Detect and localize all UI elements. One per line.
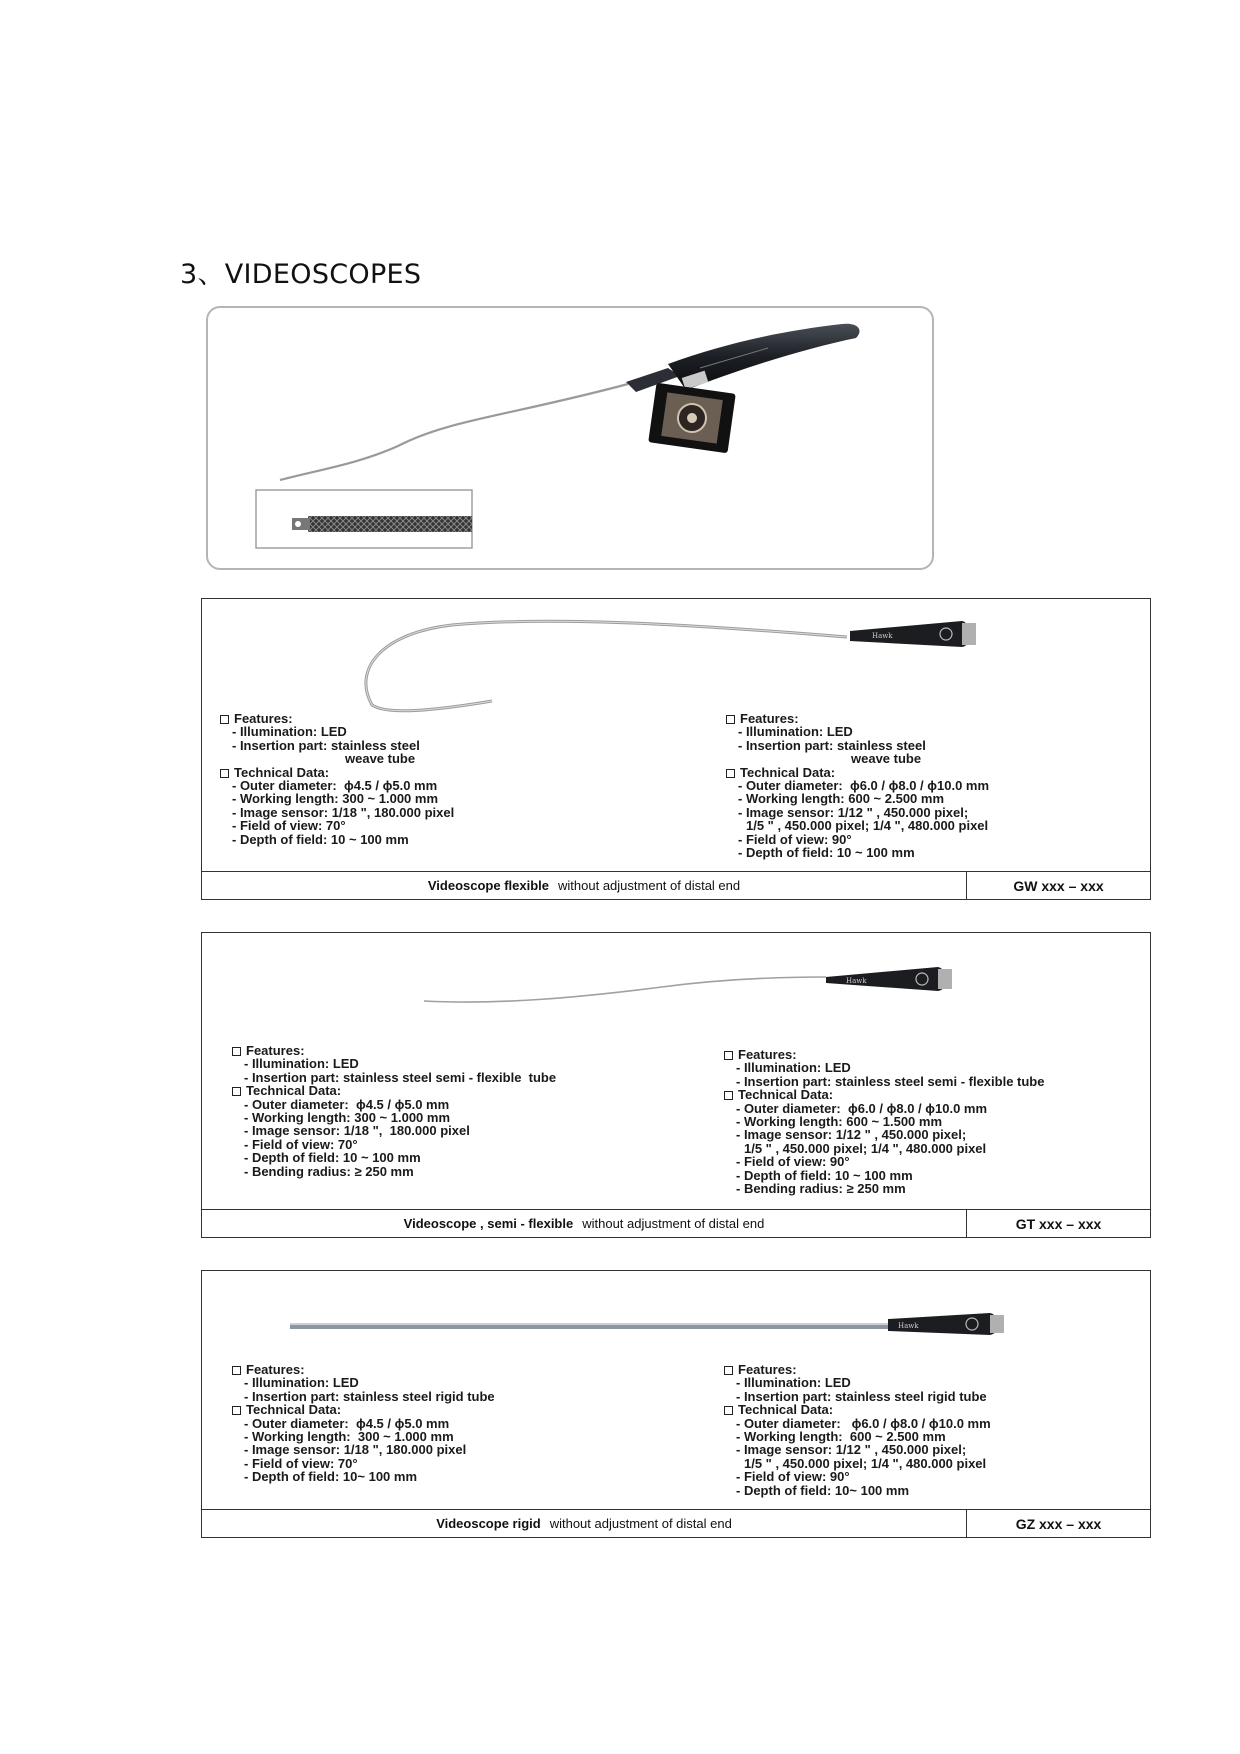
checkbox-square-icon	[726, 769, 735, 778]
spec-line	[220, 806, 454, 819]
spec-text: - Field of view: 90°	[736, 1469, 850, 1485]
spec-line	[726, 752, 989, 765]
spec-text: Features:	[246, 1043, 305, 1058]
spec-line	[232, 1111, 556, 1124]
spec-text: - Image sensor: 1/18 ", 180.000 pixel	[244, 1123, 470, 1139]
spec-line	[724, 1376, 991, 1389]
spec-line	[724, 1102, 1044, 1115]
spec-text: Features:	[246, 1362, 305, 1377]
spec-text: - Image sensor: 1/12 " , 450.000 pixel;	[738, 804, 969, 820]
spec-text: - Outer diameter: ϕ6.0 / ϕ8.0 / ϕ10.0 mm	[736, 1100, 988, 1116]
spec-line	[220, 819, 454, 832]
spec-text: - Image sensor: 1/12 " , 450.000 pixel;	[736, 1442, 967, 1458]
spec-section-heading	[724, 1048, 1044, 1061]
spec-line	[726, 806, 989, 819]
spec-line	[724, 1417, 991, 1430]
spec-column-right	[726, 712, 989, 859]
checkbox-square-icon	[724, 1406, 733, 1415]
spec-line	[724, 1457, 991, 1470]
spec-section-heading	[232, 1403, 495, 1416]
spec-section-heading	[724, 1403, 991, 1416]
spec-line	[726, 819, 989, 832]
spec-text: 1/5 " , 450.000 pixel; 1/4 ", 480.000 pixel	[746, 818, 989, 834]
spec-line	[726, 846, 989, 859]
spec-line	[220, 779, 454, 792]
spec-section-heading	[726, 712, 989, 725]
spec-line	[232, 1057, 556, 1070]
spec-text: - Depth of field: 10 ~ 100 mm	[736, 1167, 913, 1183]
spec-line	[724, 1484, 991, 1497]
spec-section-heading	[232, 1044, 556, 1057]
checkbox-square-icon	[232, 1406, 241, 1415]
spec-line	[726, 833, 989, 846]
spec-line	[724, 1169, 1044, 1182]
spec-line	[724, 1128, 1044, 1141]
product-code: GZ xxx – xxx	[966, 1510, 1150, 1537]
spec-text: - Outer diameter: ϕ6.0 / ϕ8.0 / ϕ10.0 mm	[736, 1415, 991, 1431]
spec-text: - Insertion part: stainless steel	[232, 737, 420, 753]
spec-line	[724, 1470, 991, 1483]
product-caption	[202, 872, 966, 899]
spec-text: Features:	[234, 711, 293, 726]
spec-section-heading	[232, 1363, 495, 1376]
spec-text: Technical Data:	[738, 1087, 834, 1103]
spec-column-right	[724, 1048, 1044, 1195]
spec-line	[726, 792, 989, 805]
spec-text: - Outer diameter: ϕ4.5 / ϕ5.0 mm	[244, 1096, 450, 1112]
spec-text: weave tube	[345, 751, 416, 767]
spec-text: - Depth of field: 10~ 100 mm	[244, 1469, 418, 1485]
spec-text: Technical Data:	[246, 1083, 342, 1099]
spec-line	[724, 1061, 1044, 1074]
spec-line	[724, 1443, 991, 1456]
spec-text: - Bending radius: ≥ 250 mm	[736, 1180, 906, 1196]
checkbox-square-icon	[724, 1091, 733, 1100]
spec-line	[232, 1124, 556, 1137]
spec-column-left	[232, 1044, 556, 1178]
brand-logo: Hawk	[898, 1322, 919, 1330]
spec-text: - Depth of field: 10 ~ 100 mm	[738, 844, 915, 860]
spec-text: Features:	[738, 1362, 797, 1377]
checkbox-square-icon	[232, 1366, 241, 1375]
caption-subtitle: without adjustment of distal end	[582, 1216, 765, 1231]
caption-title: Videoscope rigid	[436, 1516, 541, 1531]
spec-text: - Illumination: LED	[736, 1375, 851, 1391]
spec-line	[220, 739, 454, 752]
spec-line	[726, 739, 989, 752]
checkbox-square-icon	[220, 769, 229, 778]
panel-footer	[202, 871, 1150, 899]
checkbox-square-icon	[232, 1047, 241, 1056]
spec-text: - Outer diameter: ϕ6.0 / ϕ8.0 / ϕ10.0 mm	[738, 777, 990, 793]
spec-text: weave tube	[851, 751, 922, 767]
spec-line	[232, 1457, 495, 1470]
spec-line	[726, 779, 989, 792]
product-code: GT xxx – xxx	[966, 1210, 1150, 1237]
spec-line	[232, 1151, 556, 1164]
checkbox-square-icon	[220, 715, 229, 724]
checkbox-square-icon	[724, 1366, 733, 1375]
spec-line	[232, 1417, 495, 1430]
spec-text: - Working length: 600 ~ 2.500 mm	[736, 1428, 946, 1444]
product-panel-rigid	[201, 1270, 1151, 1538]
spec-column-right	[724, 1363, 991, 1497]
spec-line	[724, 1155, 1044, 1168]
spec-line	[220, 833, 454, 846]
brand-logo: Hawk	[846, 977, 867, 985]
spec-text: Technical Data:	[234, 764, 330, 780]
product-panel-flexible	[201, 598, 1151, 900]
spec-line	[220, 792, 454, 805]
spec-line	[220, 725, 454, 738]
spec-text: - Field of view: 70°	[244, 1455, 358, 1471]
spec-text: - Insertion part: stainless steel semi - flexible tube	[244, 1069, 557, 1085]
rigid-videoscope-illustration	[202, 1271, 1150, 1351]
spec-text: - Working length: 300 ~ 1.000 mm	[232, 791, 439, 807]
spec-text: 1/5 " , 450.000 pixel; 1/4 ", 480.000 pixel	[744, 1140, 987, 1156]
spec-text: - Illumination: LED	[232, 724, 347, 740]
spec-text: - Field of view: 90°	[736, 1154, 850, 1170]
spec-text: - Insertion part: stainless steel rigid tube	[736, 1388, 987, 1404]
spec-section-heading	[220, 712, 454, 725]
spec-text: - Bending radius: ≥ 250 mm	[244, 1163, 414, 1179]
page-heading: 3、VIDEOSCOPES	[180, 259, 422, 290]
spec-text: - Insertion part: stainless steel	[738, 737, 926, 753]
spec-line	[232, 1098, 556, 1111]
product-panel-semi-flexible	[201, 932, 1151, 1238]
spec-text: - Field of view: 70°	[232, 818, 346, 834]
caption-title: Videoscope flexible	[427, 878, 550, 893]
caption-subtitle: without adjustment of distal end	[558, 878, 741, 893]
spec-text: Technical Data:	[246, 1402, 342, 1418]
semi-flexible-videoscope-illustration	[202, 933, 1150, 1023]
checkbox-square-icon	[726, 715, 735, 724]
spec-line	[232, 1376, 495, 1389]
spec-text: - Image sensor: 1/18 ", 180.000 pixel	[232, 804, 455, 820]
spec-line	[232, 1138, 556, 1151]
spec-line	[724, 1142, 1044, 1155]
spec-text: - Outer diameter: ϕ4.5 / ϕ5.0 mm	[232, 777, 438, 793]
spec-text: - Illumination: LED	[244, 1056, 359, 1072]
spec-text: - Field of view: 90°	[738, 831, 852, 847]
spec-text: - Outer diameter: ϕ4.5 / ϕ5.0 mm	[244, 1415, 450, 1431]
spec-line	[724, 1075, 1044, 1088]
spec-line	[724, 1430, 991, 1443]
spec-column-left	[232, 1363, 495, 1484]
spec-line	[232, 1390, 495, 1403]
spec-text: - Depth of field: 10 ~ 100 mm	[232, 831, 409, 847]
product-caption	[202, 1510, 966, 1537]
spec-section-heading	[726, 766, 989, 779]
spec-line	[726, 725, 989, 738]
spec-text: Technical Data:	[738, 1402, 834, 1418]
spec-text: - Insertion part: stainless steel rigid tube	[244, 1388, 495, 1404]
spec-line	[232, 1443, 495, 1456]
spec-text: - Working length: 600 ~ 1.500 mm	[736, 1113, 943, 1129]
spec-line	[724, 1182, 1044, 1195]
spec-line	[232, 1470, 495, 1483]
checkbox-square-icon	[232, 1087, 241, 1096]
videoscope-photo	[208, 308, 936, 572]
spec-section-heading	[232, 1084, 556, 1097]
spec-column-left	[220, 712, 454, 846]
spec-text: - Field of view: 70°	[244, 1136, 358, 1152]
panel-footer	[202, 1509, 1150, 1537]
spec-text: - Working length: 300 ~ 1.000 mm	[244, 1109, 451, 1125]
spec-line	[724, 1390, 991, 1403]
spec-text: - Depth of field: 10~ 100 mm	[736, 1482, 910, 1498]
panel-footer	[202, 1209, 1150, 1237]
caption-title: Videoscope , semi - flexible	[403, 1216, 574, 1231]
spec-text: - Working length: 300 ~ 1.000 mm	[244, 1428, 454, 1444]
spec-text: - Illumination: LED	[738, 724, 853, 740]
spec-line	[724, 1115, 1044, 1128]
spec-section-heading	[724, 1363, 991, 1376]
spec-text: - Insertion part: stainless steel semi - flexible tube	[736, 1073, 1045, 1089]
spec-text: - Illumination: LED	[736, 1060, 851, 1076]
spec-text: 1/5 " , 450.000 pixel; 1/4 ", 480.000 pixel	[744, 1455, 987, 1471]
spec-section-heading	[724, 1088, 1044, 1101]
flexible-videoscope-illustration	[202, 599, 1150, 719]
spec-text: - Depth of field: 10 ~ 100 mm	[244, 1150, 421, 1166]
spec-text: Features:	[740, 711, 799, 726]
checkbox-square-icon	[724, 1051, 733, 1060]
spec-text: - Working length: 600 ~ 2.500 mm	[738, 791, 945, 807]
spec-text: - Illumination: LED	[244, 1375, 359, 1391]
product-caption	[202, 1210, 966, 1237]
spec-text: - Image sensor: 1/18 ", 180.000 pixel	[244, 1442, 467, 1458]
product-code: GW xxx – xxx	[966, 872, 1150, 899]
spec-section-heading	[220, 766, 454, 779]
brand-logo: Hawk	[872, 632, 893, 640]
spec-line	[232, 1071, 556, 1084]
spec-line	[232, 1165, 556, 1178]
hero-product-photo	[206, 306, 934, 570]
spec-text: Technical Data:	[740, 764, 836, 780]
spec-text: Features:	[738, 1047, 797, 1062]
caption-subtitle: without adjustment of distal end	[549, 1516, 732, 1531]
spec-line	[220, 752, 454, 765]
spec-line	[232, 1430, 495, 1443]
spec-text: - Image sensor: 1/12 " , 450.000 pixel;	[736, 1127, 967, 1143]
